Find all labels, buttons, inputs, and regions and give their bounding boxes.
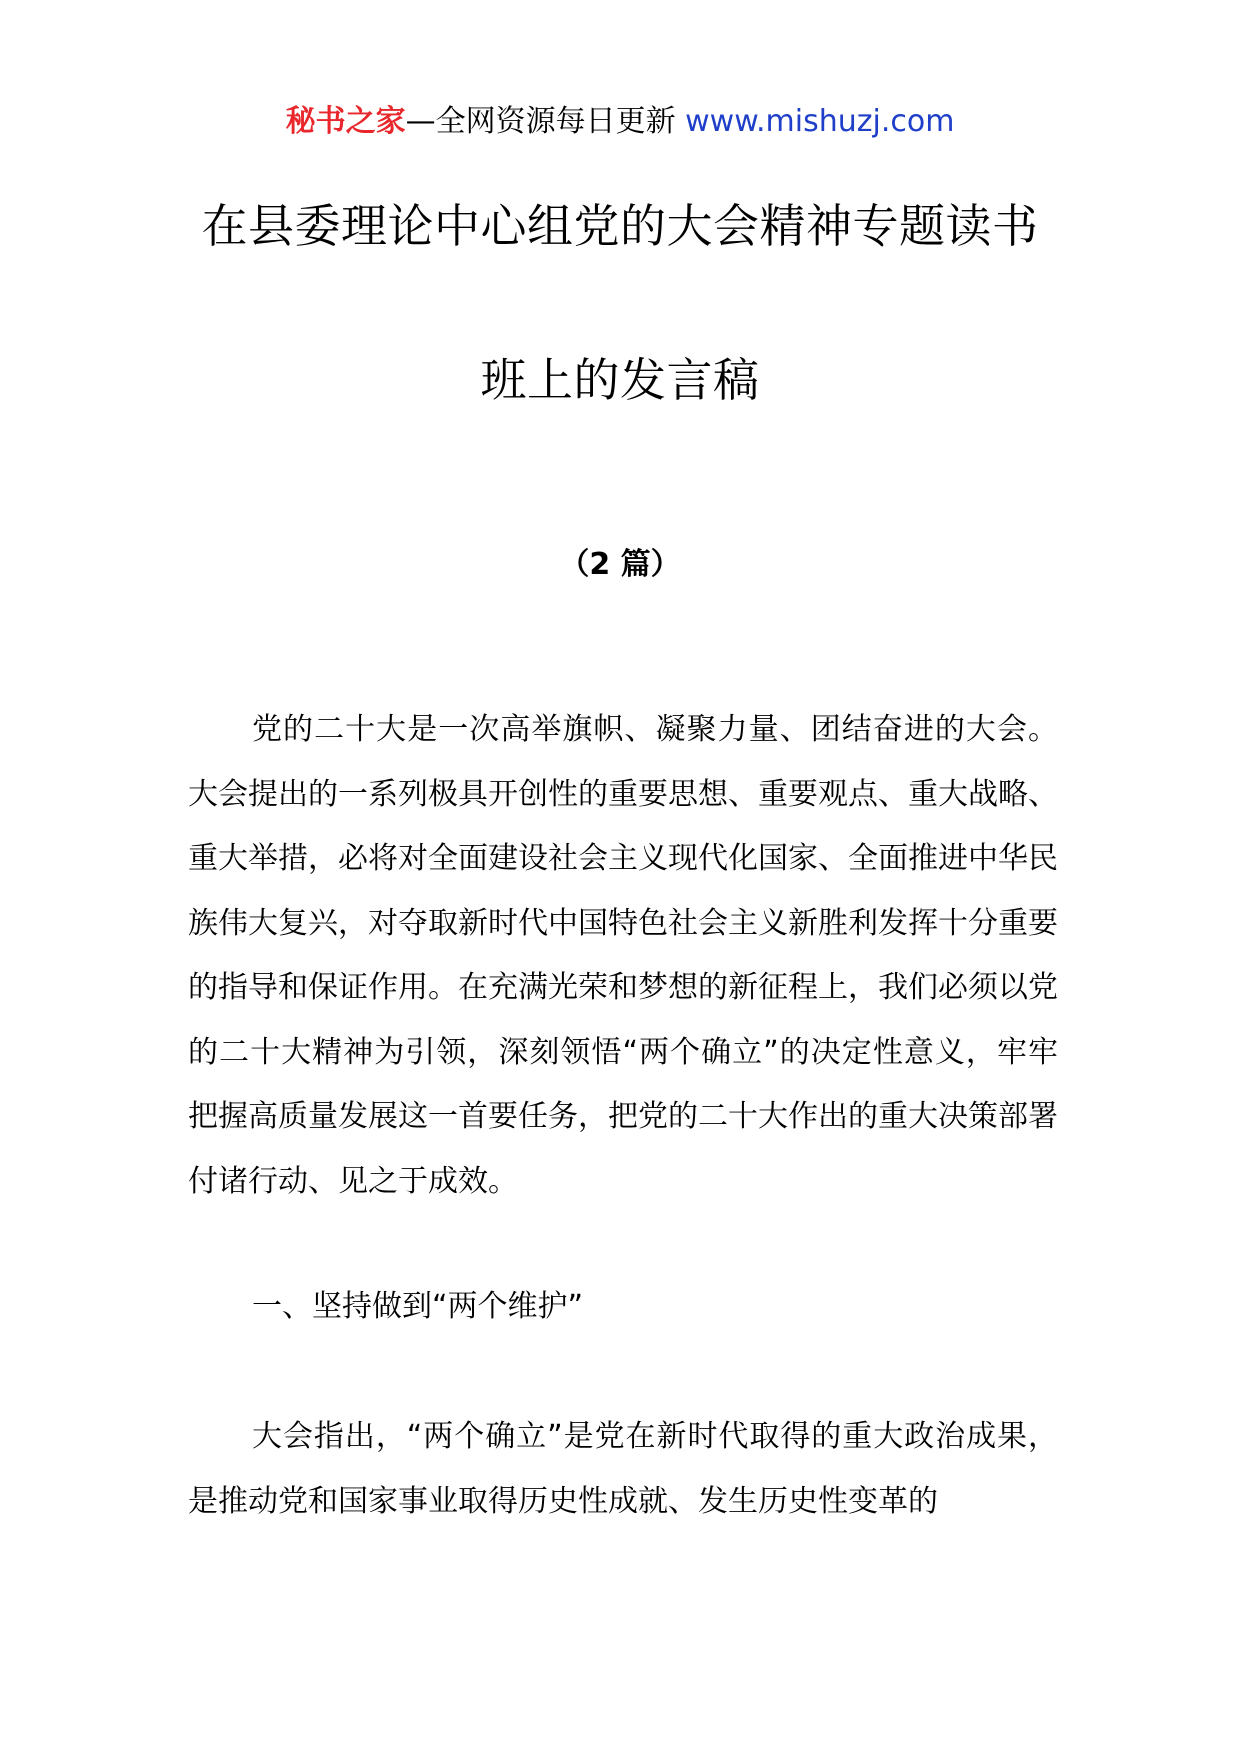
brand-name: 秘书之家 <box>285 104 406 139</box>
document-title-line-2: 班上的发言稿 <box>480 353 760 407</box>
site-header <box>0 100 1240 144</box>
body-paragraph-1: 党的二十大是一次高举旗帜、凝聚力量、团结奋进的大会。大会提出的一系列极具开创性的重要思想、重要观点、重大战略、重大举措，必将对全面建设社会主义现代化国家、全面推进中华民族伟大复兴，对夺取新时代中国特色社会主义新胜利发挥十分重要的指导和保证作用。在充满光荣和梦想的新征程上，我们必须以党的二十大精神为引领，深刻领悟“两个确立”的决定性意义，牢牢把握高质量发展这一首要任务，把党的二十大作出的重大决策部署付诸行动、见之于成效。 <box>188 712 1058 1199</box>
article-count: （2 篇） <box>559 547 681 582</box>
header-tagline: —全网资源每日更新 <box>405 104 686 139</box>
body-paragraph-2: 大会指出，“两个确立”是党在新时代取得的重大政治成果，是推动党和国家事业取得历史性成就、发生历史性变革的 <box>188 1419 1058 1519</box>
site-url[interactable]: www.mishuzj.com <box>685 104 955 139</box>
document-title-line-1: 在县委理论中心组党的大会精神专题读书 <box>201 199 1039 253</box>
section-heading-1: 一、坚持做到“两个维护” <box>252 1289 584 1324</box>
